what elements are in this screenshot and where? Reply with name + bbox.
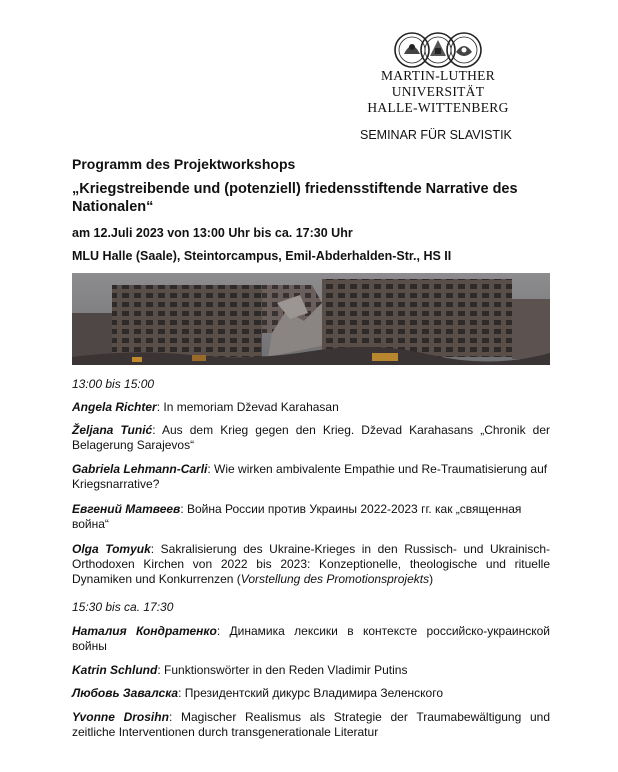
- talk-item: [72, 624, 550, 654]
- university-line-1: MARTIN-LUTHER: [380, 68, 496, 83]
- session-1-time: 13:00 bis 15:00: [72, 377, 155, 391]
- talk-title: : In memoriam Dževad Karahasan: [156, 400, 339, 414]
- speaker-name: Наталия Кондратенко: [72, 624, 217, 638]
- talk-title: : Sakralisierung des Ukraine-Krieges in den Russisch- und Ukrainisch-Orthodoxen Kirchen von 2022 bis 2023: Konzeptionelle, theologische und rituelle Dynamiken und Konkurrenzen (: [72, 542, 550, 586]
- talk-note-close: ): [429, 572, 434, 586]
- event-venue: MLU Halle (Saale), Steintorcampus, Emil-Abderhalden-Str., HS II: [72, 249, 452, 263]
- talk-item: [72, 686, 550, 701]
- university-line-2: UNIVERSITÄT: [391, 84, 485, 99]
- event-date: am 12.Juli 2023 von 13:00 Uhr bis ca. 17:30 Uhr: [72, 226, 353, 240]
- talk-title: : Magischer Realismus als Strategie der Traumabewältigung und zeitliche Interventionen durch transgenerationale Literatur: [72, 710, 550, 739]
- destroyed-building-photo: [72, 273, 550, 365]
- university-line-3: HALLE-WITTENBERG: [367, 100, 509, 115]
- talk-title: : Wie wirken ambivalente Empathie und Re-Traumatisierung auf Kriegsnarrative?: [72, 462, 548, 491]
- talk-item: [72, 542, 550, 587]
- talk-item: [72, 423, 550, 453]
- university-name: [360, 68, 516, 116]
- speaker-name: Željana Tunić: [72, 423, 153, 437]
- department-name: SEMINAR FÜR SLAVISTIK: [360, 128, 512, 142]
- university-seal-icon: [392, 30, 484, 70]
- talk-title: : Динамика лексики в контексте российско-украинской войны: [72, 624, 550, 653]
- talk-item: [72, 502, 550, 532]
- session-2-time: 15:30 bis ca. 17:30: [72, 600, 174, 614]
- talk-title: : Президентский дикурс Владимира Зеленского: [178, 686, 443, 700]
- talk-title: : Война России против Украины 2022-2023 гг. как „священная война“: [72, 502, 522, 531]
- talk-item: [72, 462, 550, 492]
- speaker-name: Любовь Завалска: [72, 686, 179, 700]
- talk-note: Vorstellung des Promotionsprojekts: [240, 572, 430, 586]
- speaker-name: Gabriela Lehmann-Carli: [72, 462, 208, 476]
- speaker-name: Olga Tomyuk: [72, 542, 151, 556]
- speaker-name: Angela Richter: [72, 400, 157, 414]
- program-heading: Programm des Projektworkshops: [72, 156, 296, 172]
- talk-title: : Aus dem Krieg gegen den Krieg. Dževad Karahasans „Chronik der Belagerung Sarajevos“: [72, 423, 550, 452]
- talk-item: [72, 663, 550, 678]
- speaker-name: Katrin Schlund: [72, 663, 158, 677]
- talk-item: [72, 710, 550, 740]
- workshop-title: „Kriegstreibende und (potenziell) friedensstiftende Narrative des Nationalen“: [72, 181, 518, 215]
- speaker-name: Yvonne Drosihn: [72, 710, 169, 724]
- talk-title: : Funktionswörter in den Reden Vladimir Putins: [157, 663, 408, 677]
- speaker-name: Евгений Матвеев: [72, 502, 181, 516]
- talk-item: [72, 400, 550, 415]
